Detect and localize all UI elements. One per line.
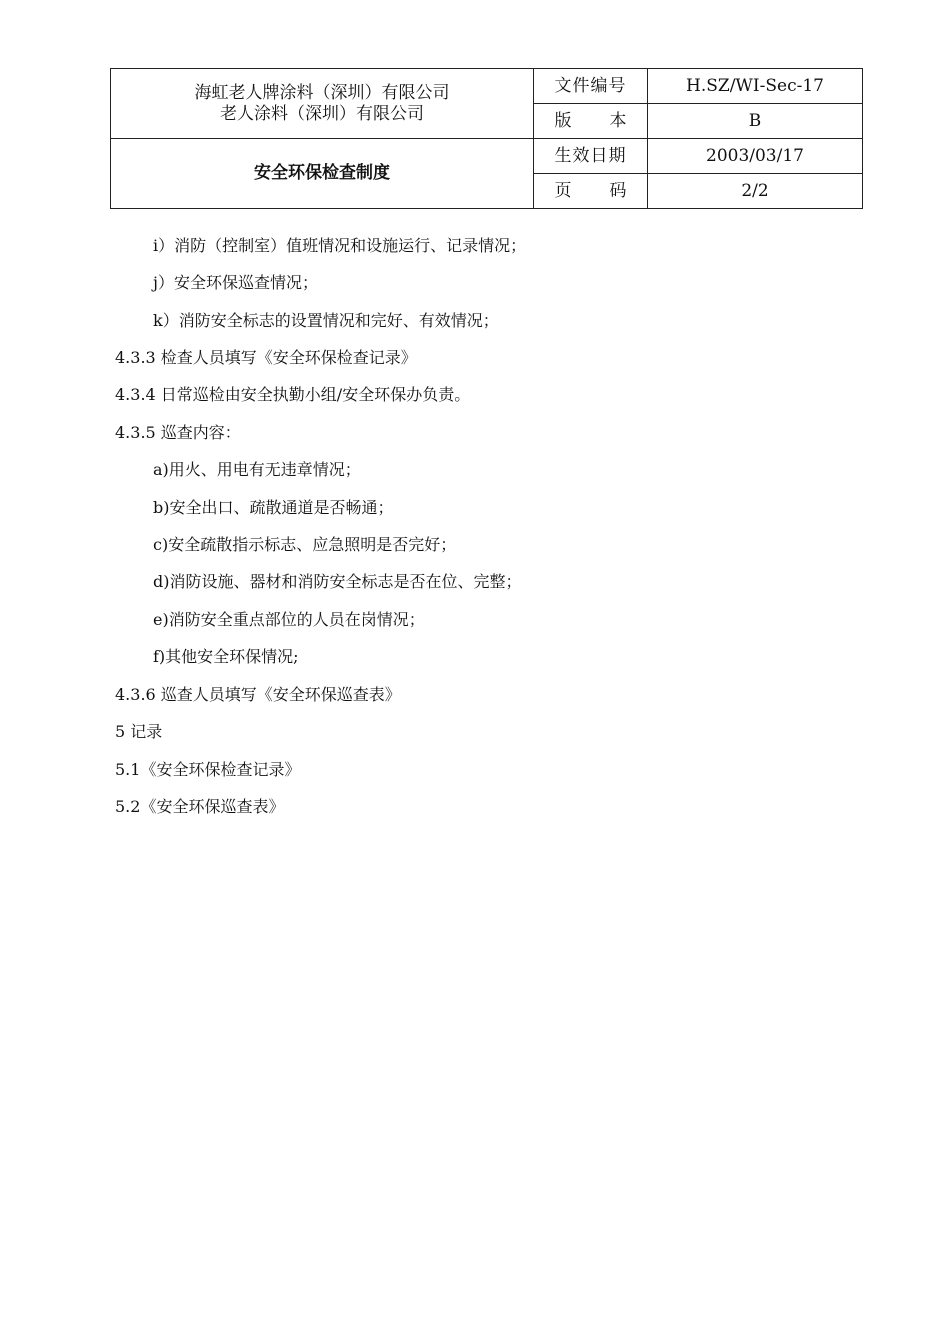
section-5: 5 记录	[115, 722, 163, 741]
list-item-i: i）消防（控制室）值班情况和设施运行、记录情况；	[153, 236, 527, 255]
effective-date-label: 生效日期	[534, 139, 648, 174]
page-number-value: 2/2	[648, 174, 863, 209]
document-header-table	[110, 68, 863, 209]
list-item-d: d)消防设施、器材和消防安全标志是否在位、完整；	[153, 572, 522, 591]
list-item-c: c)安全疏散指示标志、应急照明是否完好；	[153, 535, 457, 554]
list-item-f: f)其他安全环保情况;	[153, 647, 299, 666]
company-name-cell	[111, 69, 534, 139]
section-4-3-4: 4.3.4 日常巡检由安全执勤小组/安全环保办负责。	[115, 385, 471, 404]
company-name-line1: 海虹老人牌涂料（深圳）有限公司	[194, 83, 450, 104]
section-4-3-5: 4.3.5 巡查内容：	[115, 423, 241, 442]
list-item-a: a)用火、用电有无违章情况；	[153, 460, 361, 479]
version-value: B	[648, 104, 863, 139]
section-5-1: 5.1《安全环保检查记录》	[115, 760, 301, 779]
page-number-label: 页 码	[534, 174, 648, 209]
effective-date-value: 2003/03/17	[648, 139, 863, 174]
doc-number-value: H.SZ/WI-Sec-17	[648, 69, 863, 104]
list-item-e: e)消防安全重点部位的人员在岗情况；	[153, 610, 425, 629]
list-item-j: j）安全环保巡查情况；	[153, 273, 318, 292]
list-item-k: k）消防安全标志的设置情况和完好、有效情况；	[153, 311, 499, 330]
section-5-2: 5.2《安全环保巡查表》	[115, 797, 285, 816]
version-label: 版 本	[534, 104, 648, 139]
company-name-line2: 老人涂料（深圳）有限公司	[220, 103, 424, 124]
doc-number-label: 文件编号	[534, 69, 648, 104]
document-title: 安全环保检查制度	[111, 139, 534, 209]
section-4-3-6: 4.3.6 巡查人员填写《安全环保巡查表》	[115, 685, 401, 704]
section-4-3-3: 4.3.3 检查人员填写《安全环保检查记录》	[115, 348, 417, 367]
list-item-b: b)安全出口、疏散通道是否畅通；	[153, 498, 394, 517]
